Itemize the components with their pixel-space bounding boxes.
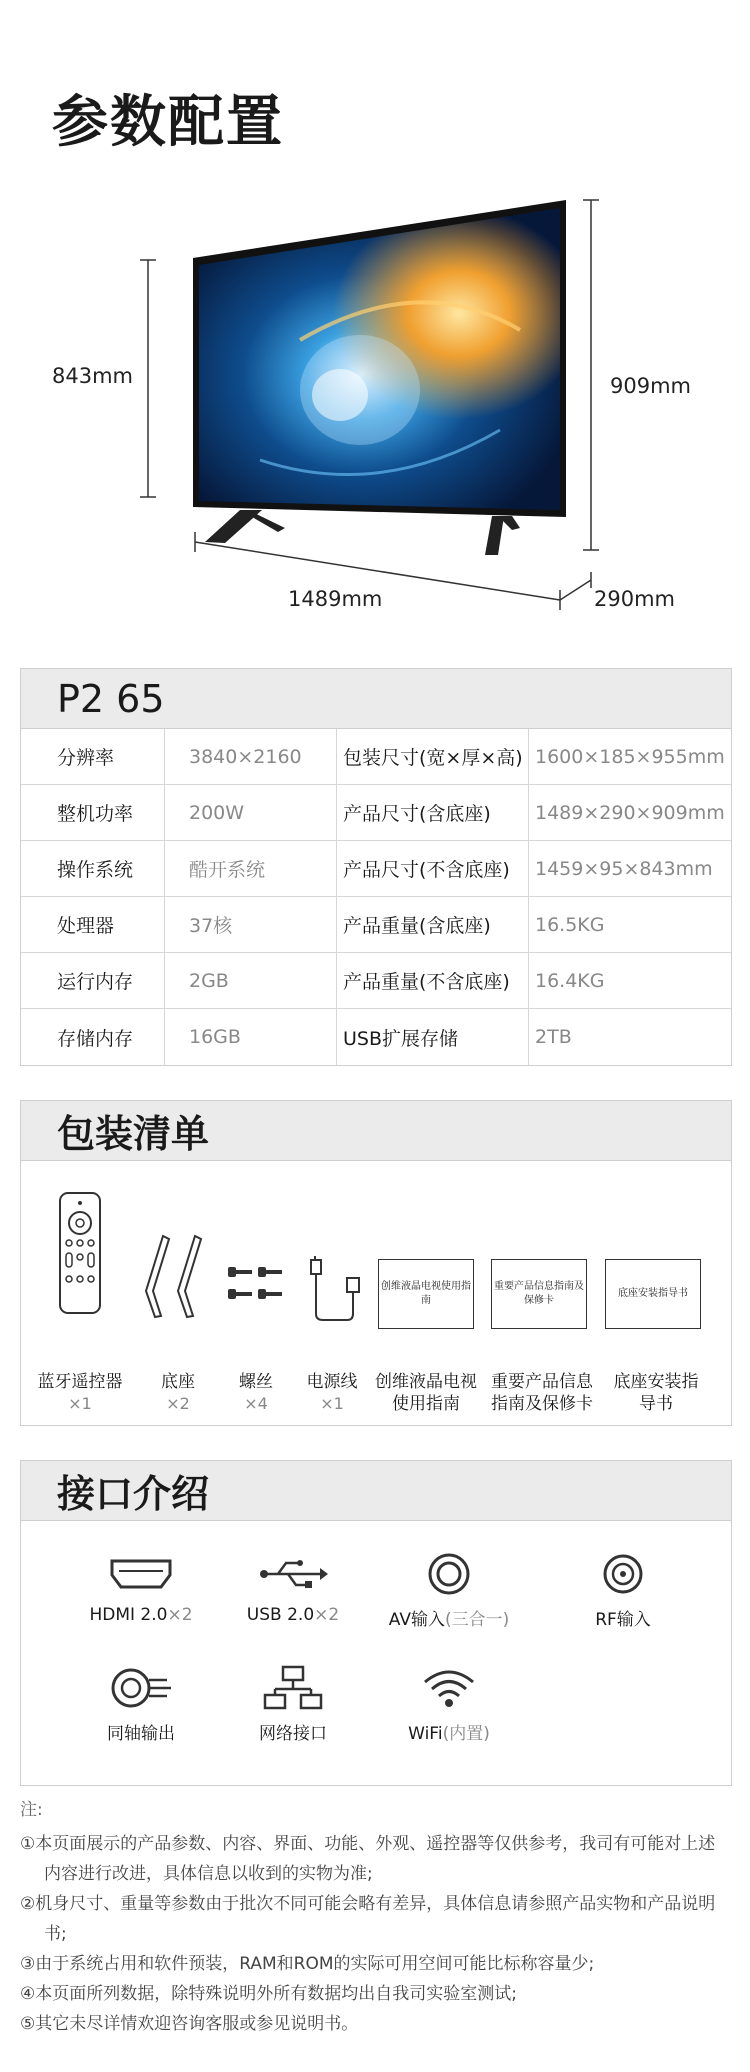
depth-label: 290mm <box>594 587 675 611</box>
notes-section <box>20 1795 732 2039</box>
note-3: ③由于系统占用和软件预装，RAM和ROM的实际可用空间可能比标称容量少; <box>20 1954 595 1974</box>
ports-title: 接口介绍 <box>21 1461 731 1521</box>
spec-row <box>21 729 731 785</box>
av-icon <box>427 1552 471 1596</box>
note-1: ①本页面展示的产品参数、内容、界面、功能、外观、遥控器等仅供参考，我司有可能对上述内容进行改进，具体信息以收到的实物为准; <box>20 1834 716 1884</box>
wifi-icon <box>421 1666 477 1710</box>
usb-icon <box>258 1557 328 1591</box>
coax-icon <box>109 1666 173 1710</box>
tv-illustration <box>0 180 750 620</box>
spec-label: 操作系统 <box>21 841 165 896</box>
port-av: AV输入(三合一) <box>369 1549 529 1630</box>
spec-value: 16GB <box>165 1009 337 1065</box>
total-height-label: 909mm <box>610 374 691 398</box>
page-title: 参数配置 <box>52 90 284 155</box>
spec-row <box>21 1009 731 1065</box>
spec-value: 1459×95×843mm <box>535 857 713 880</box>
port-usb: USB 2.0×2 <box>213 1549 373 1625</box>
spec-value: 1600×185×955mm <box>535 745 725 768</box>
pkg-item-power-cord: 电源线 ×1 <box>306 1372 358 1413</box>
screen-height-label: 843mm <box>52 364 133 388</box>
pkg-item-screws: 螺丝 ×4 <box>239 1372 273 1413</box>
spec-row <box>21 841 731 897</box>
spec-label: 产品尺寸(含底座) <box>337 785 529 840</box>
spec-row <box>21 953 731 1009</box>
remote-control-icon <box>58 1191 102 1315</box>
stand-icon <box>143 1231 213 1321</box>
spec-value: 16.5KG <box>535 913 605 936</box>
note-4: ④本页面所列数据，除特殊说明外所有数据均出自我司实验室测试; <box>20 1984 517 2004</box>
port-wifi: WiFi(内置) <box>369 1663 529 1744</box>
package-section <box>20 1100 732 1426</box>
port-rf: RF输入 <box>543 1549 703 1630</box>
spec-label: 整机功率 <box>21 785 165 840</box>
package-title: 包装清单 <box>21 1101 731 1161</box>
spec-value: 1489×290×909mm <box>535 801 725 824</box>
stand-guide-booklet-icon: 底座安装指导书 <box>605 1259 701 1329</box>
spec-label: 处理器 <box>21 897 165 952</box>
port-hdmi: HDMI 2.0×2 <box>61 1549 221 1625</box>
note-2: ②机身尺寸、重量等参数由于批次不同可能会略有差异，具体信息请参照产品实物和产品说明书; <box>20 1894 716 1944</box>
spec-label: 产品尺寸(不含底座) <box>337 841 529 896</box>
pkg-item-remote: 蓝牙遥控器 ×1 <box>37 1372 123 1413</box>
warranty-card-booklet-icon: 重要产品信息指南及保修卡 <box>491 1259 587 1329</box>
network-icon <box>263 1665 323 1711</box>
ports-section <box>20 1460 732 1786</box>
spec-row <box>21 897 731 953</box>
spec-label: 产品重量(不含底座) <box>337 953 529 1008</box>
spec-label: 包装尺寸(宽×厚×高) <box>337 729 529 784</box>
spec-label: 分辨率 <box>21 729 165 784</box>
user-manual-booklet-icon: 创维液晶电视使用指南 <box>378 1259 474 1329</box>
width-label: 1489mm <box>288 587 383 611</box>
spec-label: 存储内存 <box>21 1009 165 1065</box>
note-5: ⑤其它未尽详情欢迎咨询客服或参见说明书。 <box>20 2014 359 2034</box>
pkg-item-stand-guide: 底座安装指导书 <box>613 1372 699 1414</box>
model-name: P2 65 <box>21 669 731 729</box>
spec-label: 产品重量(含底座) <box>337 897 529 952</box>
pkg-item-stand: 底座 ×2 <box>161 1372 195 1413</box>
pkg-item-user-manual: 创维液晶电视使用指南 <box>375 1372 477 1414</box>
power-cord-icon <box>303 1256 363 1326</box>
screws-icon <box>226 1261 286 1305</box>
spec-value: 16.4KG <box>535 969 605 992</box>
port-coax: 同轴输出 <box>61 1663 221 1744</box>
spec-value: 2TB <box>535 1026 572 1048</box>
spec-value: 3840×2160 <box>165 729 337 784</box>
spec-value: 2GB <box>165 953 337 1008</box>
spec-value: 酷开系统 <box>165 841 337 896</box>
pkg-item-warranty-card: 重要产品信息指南及保修卡 <box>491 1372 593 1414</box>
spec-value: 37核 <box>165 897 337 952</box>
port-network: 网络接口 <box>213 1663 373 1744</box>
rf-icon <box>601 1552 645 1596</box>
spec-row <box>21 785 731 841</box>
spec-value: 200W <box>165 785 337 840</box>
spec-table <box>20 668 732 1066</box>
hdmi-icon <box>109 1557 173 1591</box>
spec-label: 运行内存 <box>21 953 165 1008</box>
spec-label: USB扩展存储 <box>337 1009 529 1065</box>
notes-title: 注: <box>20 1800 43 1820</box>
